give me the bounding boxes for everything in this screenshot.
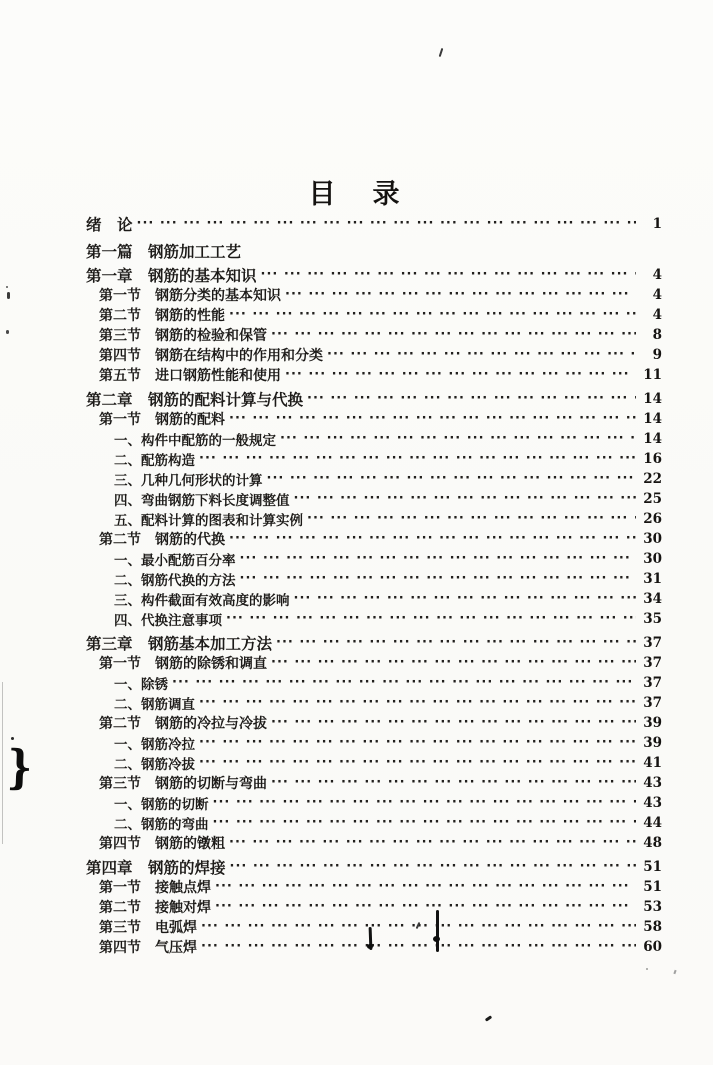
toc-entry-label: 第二节 钢筋的代换 (99, 532, 225, 548)
toc-page-number: 37 (643, 635, 662, 651)
toc-leader-dots (229, 409, 636, 429)
toc-entry (86, 389, 662, 409)
toc-entry-label: 第二节 钢筋的冷拉与冷拔 (99, 716, 267, 732)
toc-entry-label: 第一篇 钢筋加工工艺 (86, 243, 242, 261)
toc-entry-label: 一、构件中配筋的一般规定 (114, 433, 276, 449)
toc-entry-label: 第四节 气压焊 (99, 940, 197, 956)
toc-entry-label: 第二章 钢筋的配料计算与代换 (86, 391, 304, 409)
toc-page-number: 53 (643, 899, 662, 915)
toc-page-number: 25 (643, 491, 662, 507)
toc-page-number: 58 (643, 919, 662, 935)
toc-leader-dots (229, 833, 636, 853)
toc-leader-dots (199, 733, 636, 753)
toc-entry-label: 三、构件截面有效高度的影响 (114, 593, 290, 609)
toc-entry-label: 第三节 钢筋的检验和保管 (99, 328, 267, 344)
toc-entry-label: 第一节 钢筋的除锈和调直 (99, 656, 267, 672)
toc-entry (86, 673, 662, 693)
toc-page-number: 30 (643, 531, 662, 547)
toc-entry (86, 529, 662, 549)
toc-entry-label: 二、钢筋冷拔 (114, 757, 195, 773)
ink-speck-bottom-1 (646, 968, 648, 970)
toc-entry (86, 653, 662, 673)
toc-page-number: 14 (643, 391, 662, 407)
toc-entry-label: 二、钢筋代换的方法 (114, 573, 236, 589)
toc-leader-dots (137, 214, 636, 234)
toc-page-number: 14 (643, 411, 662, 427)
toc-entry-label: 第一章 钢筋的基本知识 (86, 267, 257, 285)
toc-entry-label: 第四章 钢筋的焊接 (86, 859, 226, 877)
toc-page-number: 41 (643, 755, 662, 771)
toc-page-number: 9 (652, 347, 662, 363)
toc-leader-dots (230, 857, 636, 877)
toc-entry (86, 733, 662, 753)
ink-speck-left-1 (6, 286, 8, 288)
page-title: 目 录 (308, 179, 405, 210)
toc-entry (86, 917, 662, 937)
toc-entry-label: 第一节 接触点焊 (99, 880, 211, 896)
ink-dash-bottom-right (485, 1015, 492, 1021)
toc-entry (86, 937, 662, 957)
toc-entry-label: 第五节 进口钢筋性能和使用 (99, 368, 281, 384)
toc-leader-dots (213, 793, 637, 813)
toc-page-number: 22 (643, 471, 662, 487)
toc-leader-dots (307, 509, 636, 529)
toc-page-number: 43 (643, 795, 662, 811)
toc-page-number: 35 (643, 611, 662, 627)
toc-page-number: 44 (643, 815, 662, 831)
toc-entry-label: 二、配筋构造 (114, 453, 195, 469)
toc-entry-label: 第一节 钢筋的配料 (99, 412, 225, 428)
toc-leader-dots (215, 897, 636, 917)
ink-speck-left-2 (7, 292, 10, 299)
toc-entry-label: 第四节 钢筋在结构中的作用和分类 (99, 348, 323, 364)
toc-leader-dots (280, 429, 636, 449)
toc-leader-dots (215, 877, 636, 897)
toc-entry (86, 285, 662, 305)
toc-entry-label: 第二节 接触对焊 (99, 900, 211, 916)
toc-entry-label: 五、配料计算的图表和计算实例 (114, 513, 303, 529)
toc-page-number: 1 (652, 216, 662, 232)
toc-leader-dots (294, 589, 637, 609)
toc-entry (86, 773, 662, 793)
toc-entry-label: 二、钢筋调直 (114, 697, 195, 713)
toc-leader-dots (271, 653, 636, 673)
toc-leader-dots (199, 449, 636, 469)
toc-leader-dots (229, 305, 636, 325)
toc-entry (86, 693, 662, 713)
toc-leader-dots (172, 673, 636, 693)
toc-page-number: 60 (643, 939, 662, 955)
toc-page-number: 4 (652, 307, 662, 323)
toc-entry (86, 214, 662, 234)
toc-page-number: 34 (643, 591, 662, 607)
toc-leader-dots (294, 489, 637, 509)
toc-list (86, 214, 662, 957)
toc-entry (86, 813, 662, 833)
toc-entry (86, 449, 662, 469)
toc-page-number: 26 (643, 511, 662, 527)
pen-stroke-right (436, 910, 439, 952)
toc-page-number: 39 (643, 715, 662, 731)
toc-leader-dots (271, 773, 636, 793)
toc-entry-label: 二、钢筋的弯曲 (114, 817, 209, 833)
toc-leader-dots (240, 569, 637, 589)
toc-leader-dots (285, 285, 636, 305)
toc-entry (86, 429, 662, 449)
toc-entry (86, 469, 662, 489)
toc-entry (86, 241, 662, 261)
toc-entry (86, 713, 662, 733)
toc-entry (86, 569, 662, 589)
toc-leader-dots (285, 365, 636, 385)
handwritten-brace-mark: } (6, 739, 34, 795)
toc-entry (86, 633, 662, 653)
toc-leader-dots (307, 389, 636, 409)
toc-entry (86, 325, 662, 345)
toc-page-number: 14 (643, 431, 662, 447)
toc-page-number: 8 (652, 327, 662, 343)
toc-entry-label: 绪 论 (86, 216, 133, 234)
toc-leader-dots (201, 917, 636, 937)
toc-entry-label: 第四节 钢筋的镦粗 (99, 836, 225, 852)
toc-leader-dots (267, 469, 637, 489)
toc-page-number: 39 (643, 735, 662, 751)
toc-page-number: 43 (643, 775, 662, 791)
toc-entry (86, 265, 662, 285)
toc-entry (86, 345, 662, 365)
ink-speck-bottom-2 (673, 970, 676, 974)
toc-leader-dots (261, 265, 636, 285)
toc-entry-label: 四、弯曲钢筋下料长度调整值 (114, 493, 290, 509)
toc-entry (86, 365, 662, 385)
toc-leader-dots (199, 693, 636, 713)
toc-page-number: 48 (643, 835, 662, 851)
toc-entry-label: 一、除锈 (114, 677, 168, 693)
toc-leader-dots (226, 609, 636, 629)
toc-entry (86, 793, 662, 813)
toc-leader-dots (199, 753, 636, 773)
toc-entry-label: 第三章 钢筋基本加工方法 (86, 635, 273, 653)
toc-entry (86, 409, 662, 429)
toc-entry-label: 一、钢筋冷拉 (114, 737, 195, 753)
toc-entry (86, 489, 662, 509)
toc-entry-label: 第三节 电弧焊 (99, 920, 197, 936)
toc-leader-dots (240, 549, 637, 569)
toc-page-number: 51 (643, 859, 662, 875)
toc-entry-label: 第二节 钢筋的性能 (99, 308, 225, 324)
toc-page-number: 37 (643, 695, 662, 711)
toc-entry (86, 509, 662, 529)
scan-edge-line (2, 682, 3, 844)
toc-leader-dots (327, 345, 636, 365)
toc-entry (86, 857, 662, 877)
toc-entry (86, 609, 662, 629)
toc-leader-dots (276, 633, 636, 653)
toc-entry-label: 一、最小配筋百分率 (114, 553, 236, 569)
toc-leader-dots (201, 937, 636, 957)
toc-leader-dots (271, 713, 636, 733)
toc-entry-label: 第一节 钢筋分类的基本知识 (99, 288, 281, 304)
toc-entry (86, 897, 662, 917)
toc-page-number: 51 (643, 879, 662, 895)
toc-entry (86, 877, 662, 897)
toc-entry-label: 四、代换注意事项 (114, 613, 222, 629)
toc-entry-label: 三、几种几何形状的计算 (114, 473, 263, 489)
toc-entry (86, 549, 662, 569)
toc-leader-dots (213, 813, 637, 833)
toc-entry (86, 753, 662, 773)
toc-leader-dots (229, 529, 636, 549)
toc-page-number: 11 (643, 367, 662, 383)
toc-page-number: 31 (643, 571, 662, 587)
ink-speck-left-3 (6, 330, 9, 334)
ink-speck-top (439, 48, 444, 57)
pen-blob-right (433, 936, 440, 942)
toc-leader-dots (271, 325, 636, 345)
toc-page-number: 4 (652, 287, 662, 303)
toc-entry (86, 833, 662, 853)
toc-page-number: 30 (643, 551, 662, 567)
toc-entry (86, 305, 662, 325)
toc-page-number: 37 (643, 675, 662, 691)
pen-blob-left (367, 944, 373, 949)
toc-page-number: 37 (643, 655, 662, 671)
toc-page-number: 4 (652, 267, 662, 283)
toc-page-number: 16 (643, 451, 662, 467)
toc-entry-label: 第三节 钢筋的切断与弯曲 (99, 776, 267, 792)
toc-entry-label: 一、钢筋的切断 (114, 797, 209, 813)
toc-entry (86, 589, 662, 609)
